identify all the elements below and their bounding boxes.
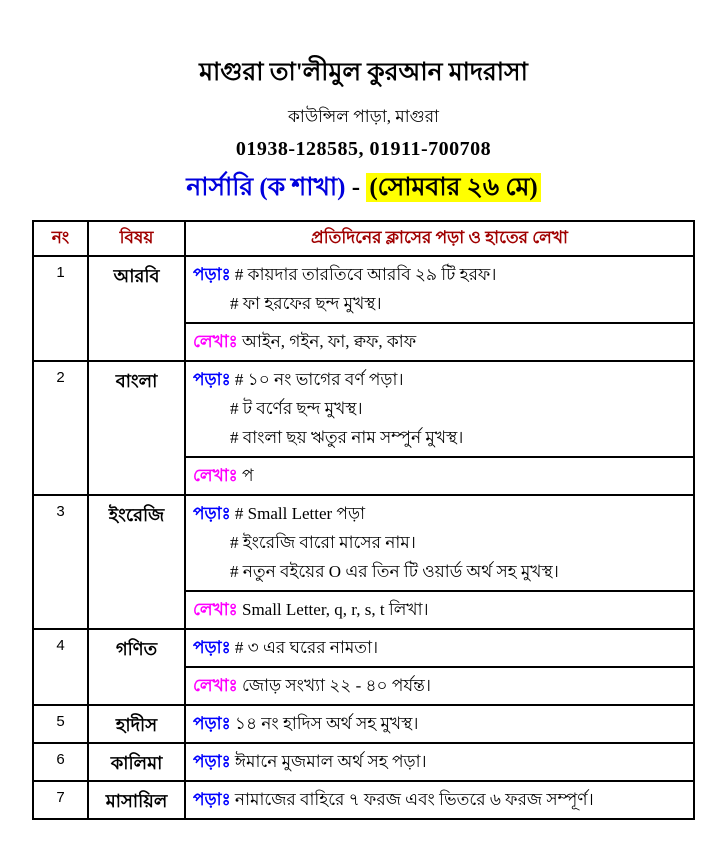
table-row — [33, 781, 694, 819]
lekha-label: লেখাঃ — [193, 676, 238, 695]
school-address: কাউন্সিল পাড়া, মাগুরা — [288, 107, 439, 126]
row-number: 7 — [33, 781, 88, 819]
table-row — [33, 629, 694, 667]
pora-label: পড়াঃ — [193, 752, 231, 771]
lekha-text: Small Letter, q, r, s, t লিখা। — [237, 600, 429, 619]
header-cell-serial: নং — [33, 221, 88, 256]
header-cell-lesson: প্রতিদিনের ক্লাসের পড়া ও হাতের লেখা — [185, 221, 694, 256]
separator-dash: - — [345, 174, 367, 201]
row-number: 2 — [33, 361, 88, 495]
document-header — [0, 0, 727, 210]
subject-cell: ইংরেজি — [88, 495, 185, 629]
pora-line — [193, 633, 687, 662]
pora-line: # বাংলা ছয় ঋতুর নাম সম্পুর্ন মুখস্থ। — [230, 428, 464, 447]
pora-text: ১৪ নং হাদিস অর্থ সহ মুখস্থ। — [230, 714, 419, 733]
pora-cell — [185, 743, 694, 781]
lekha-cell — [185, 457, 694, 495]
lekha-text: প — [237, 466, 254, 485]
lesson-schedule-table — [32, 220, 695, 820]
subject-cell: কালিমা — [88, 743, 185, 781]
table-header-row — [33, 221, 694, 256]
pora-label: পড়াঃ — [193, 714, 231, 733]
subject-cell: আরবি — [88, 256, 185, 361]
pora-cell — [185, 361, 694, 457]
lekha-label: লেখাঃ — [193, 600, 238, 619]
row-number: 1 — [33, 256, 88, 361]
pora-cell — [185, 629, 694, 667]
pora-cell — [185, 495, 694, 591]
subject-cell: মাসায়িল — [88, 781, 185, 819]
pora-label: পড়াঃ — [193, 370, 231, 389]
pora-line: # ট বর্ণের ছন্দ মুখস্থ। — [230, 399, 363, 418]
table-row — [33, 495, 694, 591]
lekha-text: জোড় সংখ্যা ২২ - ৪০ পর্যন্ত। — [237, 676, 431, 695]
pora-text: ঈমানে মুজমাল অর্থ সহ পড়া। — [230, 752, 427, 771]
pora-text: # Small Letter পড়া — [230, 504, 366, 523]
table-row — [33, 705, 694, 743]
pora-line — [193, 747, 687, 776]
pora-line — [193, 260, 687, 289]
pora-line: # ইংরেজি বারো মাসের নাম। — [230, 533, 416, 552]
subject-cell: বাংলা — [88, 361, 185, 495]
pora-line — [193, 365, 687, 394]
subject-cell: হাদীস — [88, 705, 185, 743]
schedule-table-body — [33, 256, 694, 819]
pora-line — [193, 785, 687, 814]
pora-label: পড়াঃ — [193, 265, 231, 284]
pora-line — [193, 709, 687, 738]
table-row — [33, 361, 694, 457]
pora-label: পড়াঃ — [193, 790, 231, 809]
pora-line: # ফা হরফের ছন্দ মুখস্থ। — [230, 294, 382, 313]
lekha-cell — [185, 323, 694, 361]
pora-label: পড়াঃ — [193, 638, 231, 657]
lekha-cell — [185, 591, 694, 629]
lekha-label: লেখাঃ — [193, 332, 238, 351]
class-section-label: নার্সারি (ক শাখা) — [186, 174, 346, 201]
header-cell-subject: বিষয় — [88, 221, 185, 256]
pora-cell — [185, 781, 694, 819]
school-name: মাগুরা তা'লীমুল কুরআন মাদরাসা — [199, 59, 528, 86]
row-number: 3 — [33, 495, 88, 629]
pora-cell — [185, 256, 694, 323]
pora-text: # ১০ নং ভাগের বর্ণ পড়া। — [230, 370, 404, 389]
table-row — [33, 743, 694, 781]
pora-line: # নতুন বইয়ের O এর তিন টি ওয়ার্ড অর্থ সহ মুখস্থ। — [230, 562, 559, 581]
class-date-line — [0, 167, 727, 210]
lekha-text: আইন, গইন, ফা, ক্বফ, কাফ — [237, 332, 417, 351]
pora-text: নামাজের বাহিরে ৭ ফরজ এবং ভিতরে ৬ ফরজ সম্পূর্ণ। — [230, 790, 594, 809]
pora-label: পড়াঃ — [193, 504, 231, 523]
table-header — [33, 221, 694, 256]
lekha-label: লেখাঃ — [193, 466, 238, 485]
table-row — [33, 256, 694, 323]
date-label: (সোমবার ২৬ মে) — [366, 173, 540, 202]
pora-line — [193, 499, 687, 528]
subject-cell: গণিত — [88, 629, 185, 705]
pora-text: # কায়দার তারতিবে আরবি ২৯ টি হরফ। — [230, 265, 497, 284]
pora-cell — [185, 705, 694, 743]
pora-text: # ৩ এর ঘরের নামতা। — [230, 638, 379, 657]
row-number: 5 — [33, 705, 88, 743]
row-number: 4 — [33, 629, 88, 705]
phone-numbers: 01938-128585, 01911-700708 — [235, 138, 492, 160]
lekha-cell — [185, 667, 694, 705]
row-number: 6 — [33, 743, 88, 781]
